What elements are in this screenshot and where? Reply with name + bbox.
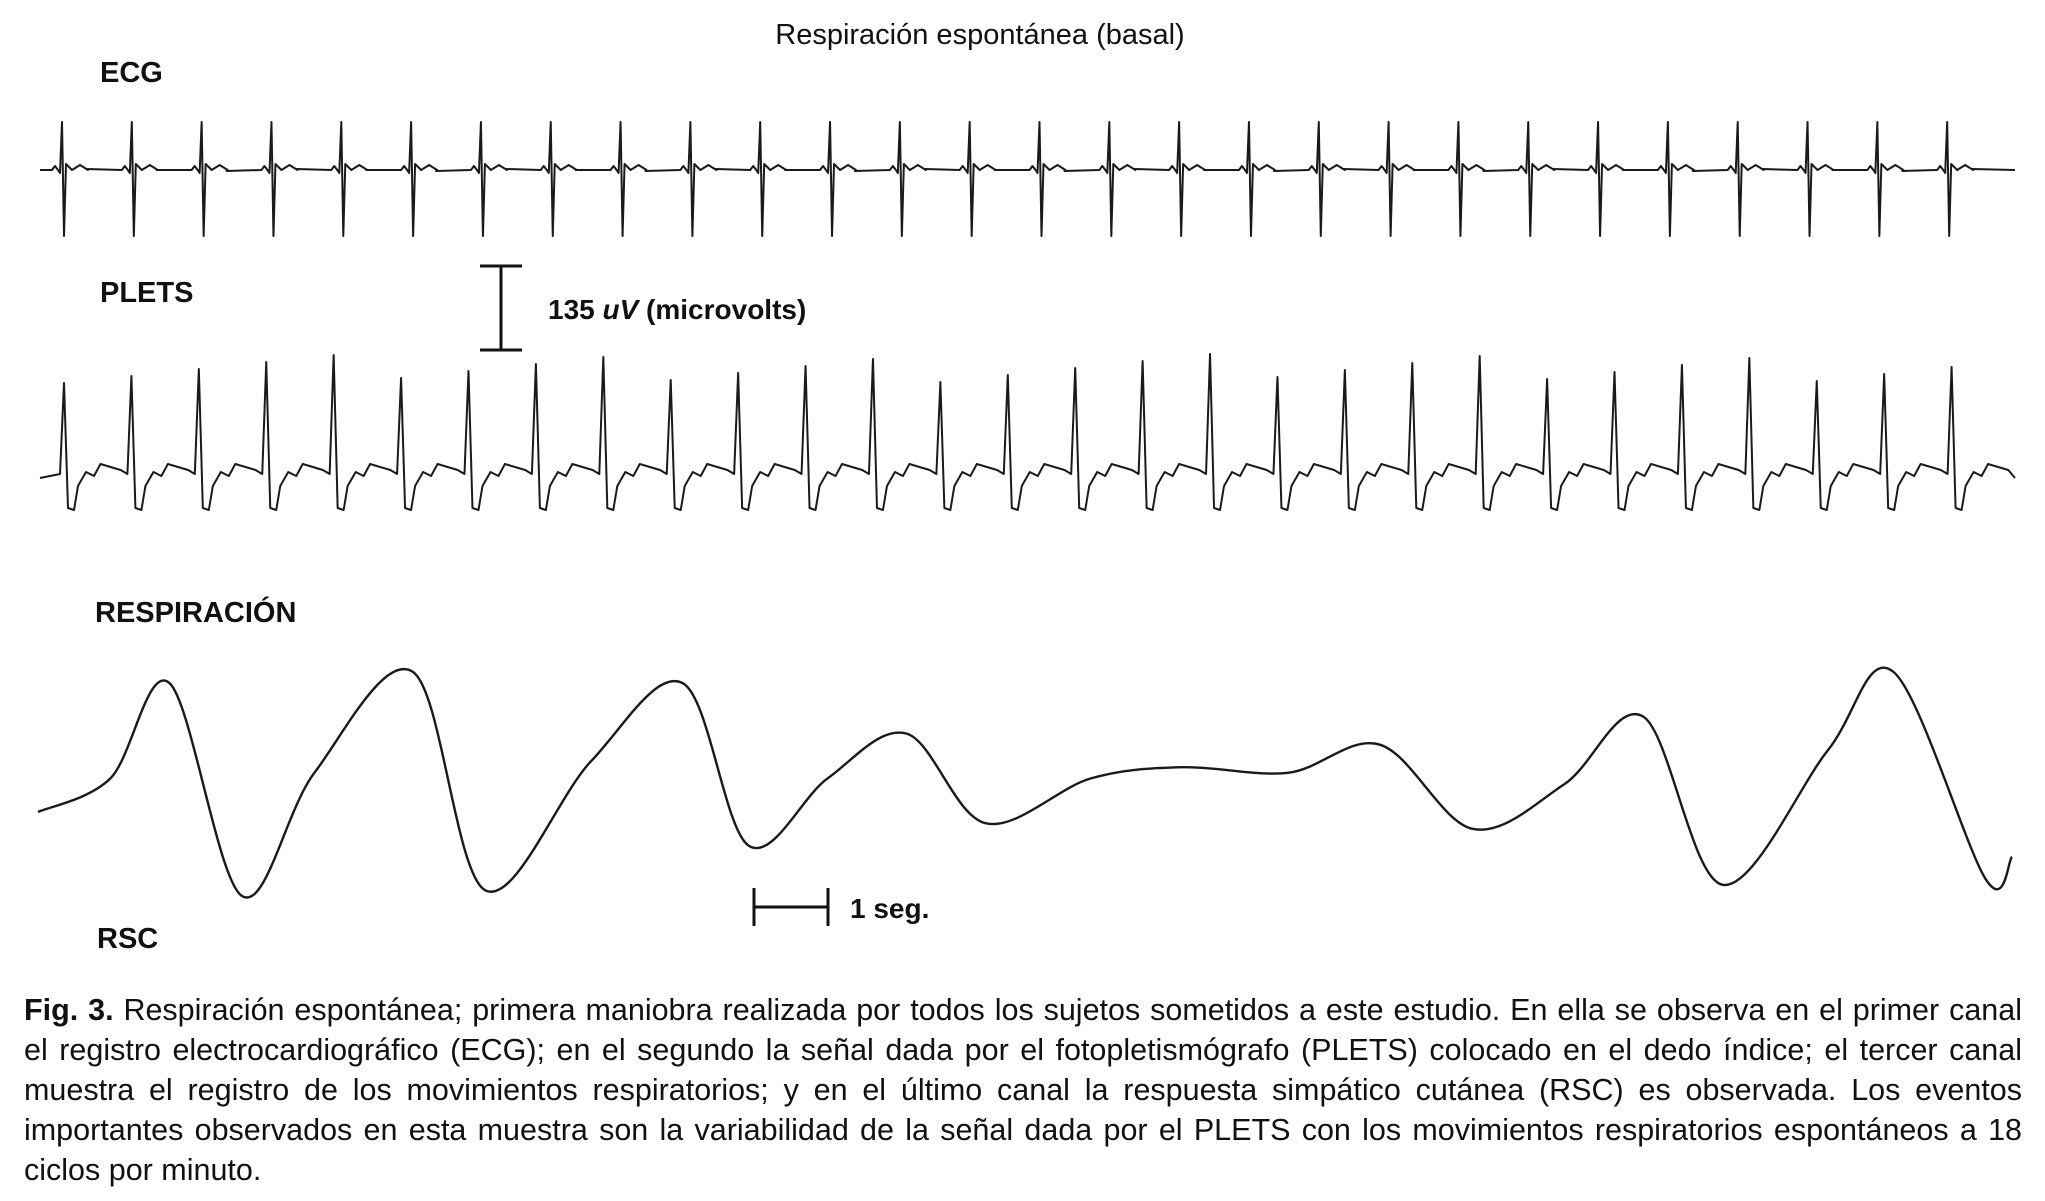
- caption-label: Fig. 3.: [24, 993, 114, 1027]
- channel-label-plets: PLETS: [100, 277, 194, 309]
- plets-trace: [40, 354, 2015, 510]
- channel-label-ecg: ECG: [100, 57, 163, 89]
- channel-label-rsc: RSC: [97, 923, 159, 955]
- amplitude-scale-bar: [480, 266, 806, 350]
- ecg-waveform: [40, 122, 2015, 236]
- figure-caption: [24, 990, 2022, 1190]
- plets-waveform: [40, 354, 2015, 510]
- caption-text: Respiración espontánea; primera maniobra realizada por todos los sujetos sometidos a este estudio. En ella se observa en el primer canal el registro electrocardiográfico (ECG); en el segundo la señal dada por el fotopletismógrafo (PLETS) colocado en el dedo índice; el tercer canal muestra el registro de los movimientos respiratorios; y en el último canal la respuesta simpático cutánea (RSC) es observada. Los eventos importantes observados en esta muestra son la variabilidad de la señal dada por el PLETS con los movimientos respiratorios espontáneos a 18 ciclos por minuto.: [24, 993, 2022, 1187]
- ecg-trace: [40, 122, 2015, 236]
- amplitude-scale-label: 135 uV (microvolts): [548, 294, 807, 325]
- respiration-waveform: [38, 668, 2012, 898]
- time-scale-bar: [754, 888, 929, 926]
- respiration-trace: [38, 668, 2012, 898]
- channel-label-respiracion: RESPIRACIÓN: [95, 597, 297, 629]
- time-scale-label: 1 seg.: [850, 893, 930, 924]
- chart-title: Respiración espontánea (basal): [775, 19, 1185, 51]
